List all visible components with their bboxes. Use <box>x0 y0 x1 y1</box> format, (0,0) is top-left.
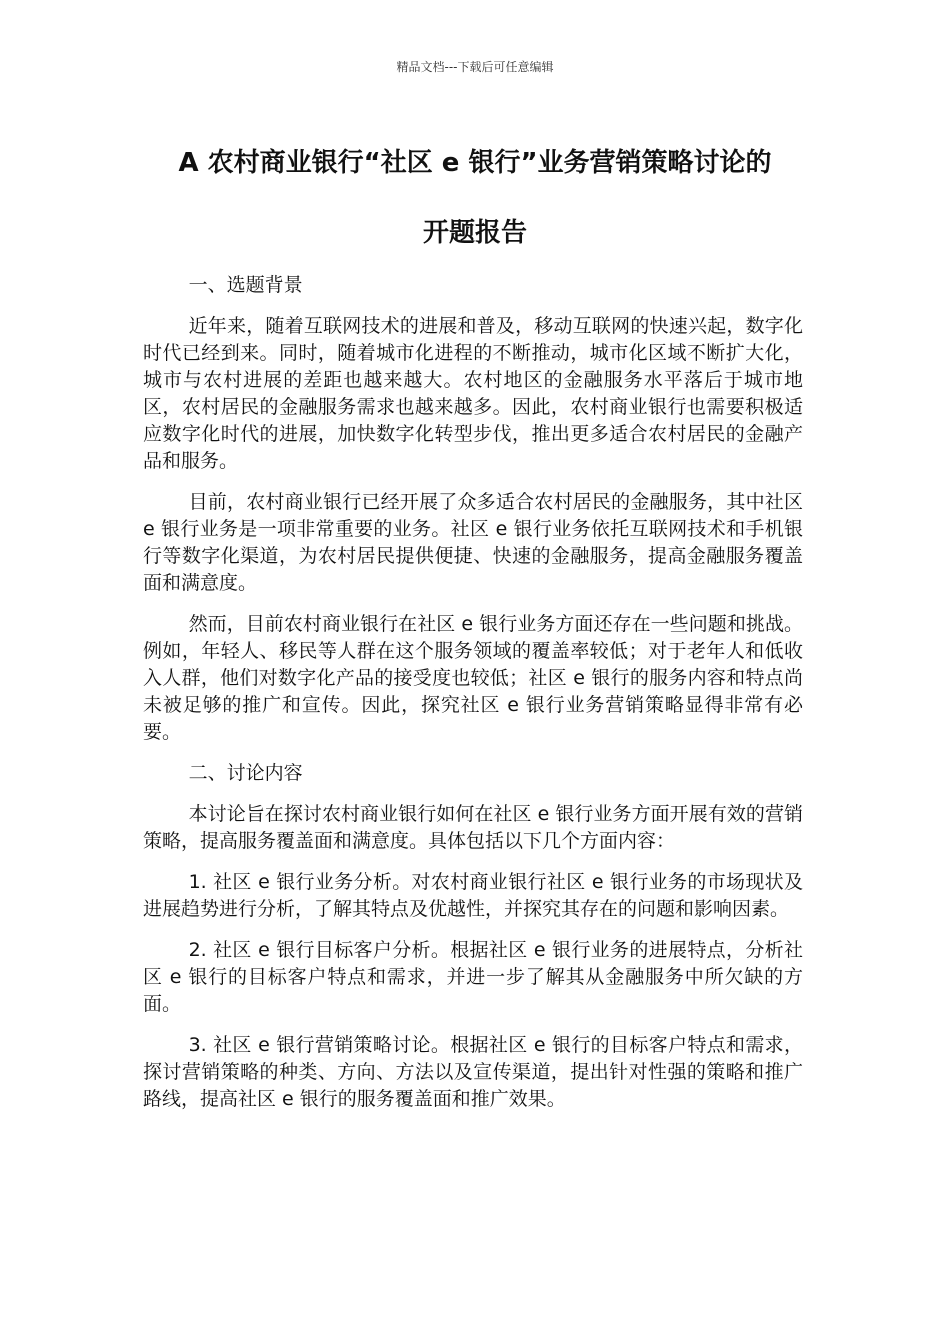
paragraph-background-1: 近年来，随着互联网技术的进展和普及，移动互联网的快速兴起，数字化时代已经到来。同时，随着城市化进程的不断推动，城市化区域不断扩大化，城市与农村进展的差距也越来越大。农村地区的金融服务水平落后于城市地区，农村居民的金融服务需求也越来越多。因此，农村商业银行也需要积极适应数字化时代的进展，加快数字化转型步伐，推出更多适合农村居民的金融产品和服务。 <box>143 315 803 472</box>
document-title <box>135 128 815 268</box>
paragraph-background-2: 目前，农村商业银行已经开展了众多适合农村居民的金融服务，其中社区 e 银行业务是一项非常重要的业务。社区 e 银行业务依托互联网技术和手机银行等数字化渠道，为农村居民提供便捷、快速的金融服务，提高金融服务覆盖面和满意度。 <box>143 491 803 594</box>
list-item-business-analysis: 1. 社区 e 银行业务分析。对农村商业银行社区 e 银行业务的市场现状及进展趋势进行分析，了解其特点及优越性，并探究其存在的问题和影响因素。 <box>143 871 803 920</box>
section-heading-background: 一、选题背景 <box>188 274 303 296</box>
paragraph-background-3: 然而，目前农村商业银行在社区 e 银行业务方面还存在一些问题和挑战。例如，年轻人、移民等人群在这个服务领域的覆盖率较低；对于老年人和低收入人群，他们对数字化产品的接受度也较低；社区 e 银行的服务内容和特点尚未被足够的推广和宣传。因此，探究社区 e 银行业务营销策略显得非常有必要。 <box>143 613 803 743</box>
document-body <box>143 272 803 1127</box>
title-line-1: A 农村商业银行“社区 e 银行”业务营销策略讨论的 <box>178 148 772 178</box>
section-heading-research-content: 二、讨论内容 <box>188 762 303 784</box>
title-line-2: 开题报告 <box>422 218 527 248</box>
list-item-marketing-strategy: 3. 社区 e 银行营销策略讨论。根据社区 e 银行的目标客户特点和需求，探讨营销策略的种类、方向、方法以及宣传渠道，提出针对性强的策略和推广路线，提高社区 e 银行的服务覆盖面和推广效果。 <box>143 1034 803 1110</box>
header-note: 精品文档---下载后可任意编辑 <box>396 60 554 74</box>
list-item-target-customer-analysis: 2. 社区 e 银行目标客户分析。根据社区 e 银行业务的进展特点，分析社区 e 银行的目标客户特点和需求，并进一步了解其从金融服务中所欠缺的方面。 <box>143 939 803 1015</box>
paragraph-research-intro: 本讨论旨在探讨农村商业银行如何在社区 e 银行业务方面开展有效的营销策略，提高服务覆盖面和满意度。具体包括以下几个方面内容： <box>143 803 803 852</box>
